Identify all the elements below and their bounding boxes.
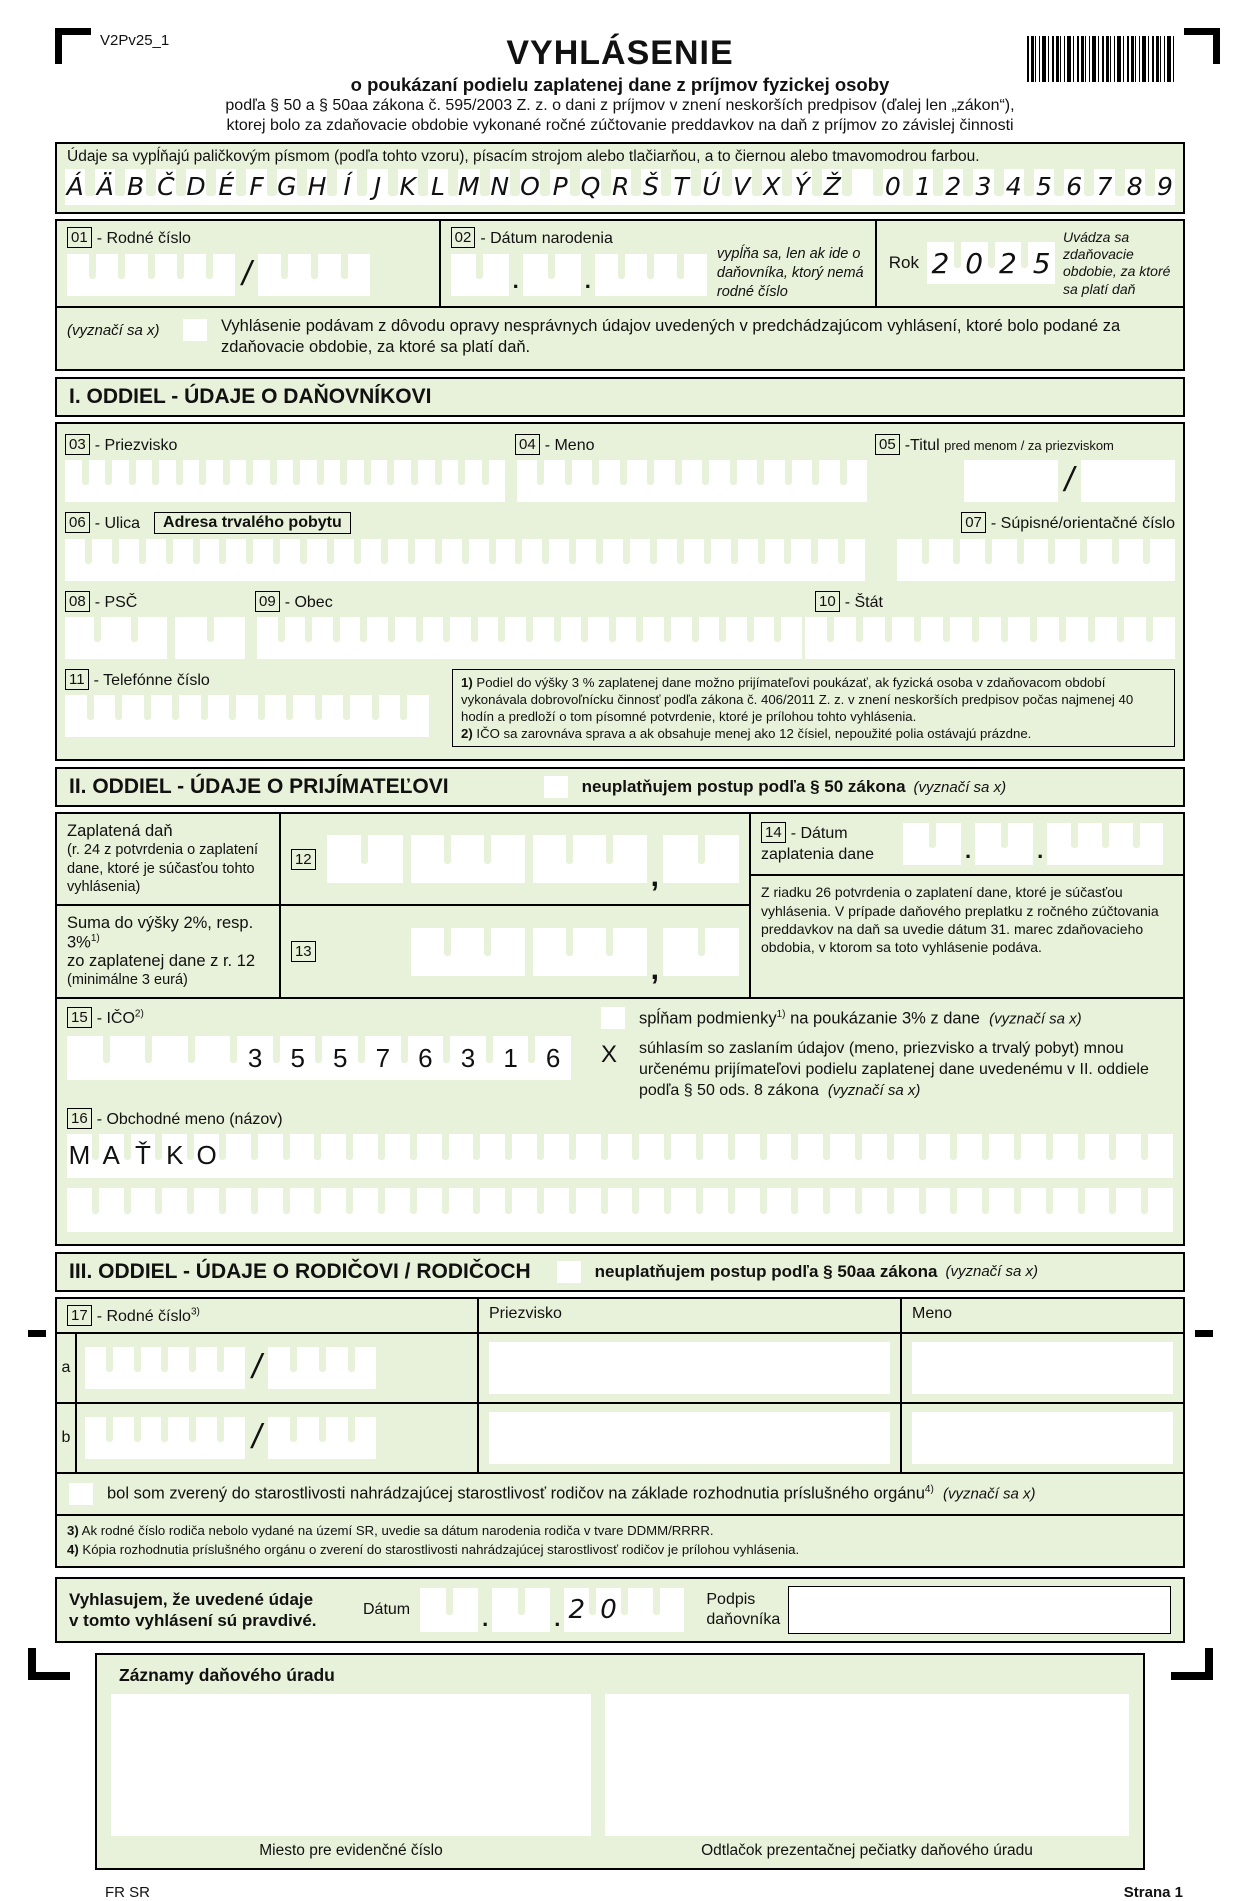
form-title: VYHLÁSENIE (506, 34, 734, 72)
evidence-number-area (111, 1694, 591, 1836)
consent-text: súhlasím so zaslaním údajov (meno, priezvisko a trvalý pobyt) mnou určenému prijímateľovi podielu zaplatenej dane uvedenému v II. oddiele podľa § 50 ods. 8 zákona (639, 1040, 1149, 1100)
field-17-footnote-ref: 3) (190, 1306, 200, 1318)
form-header (55, 28, 1185, 137)
field-11-label: - Telefónne číslo (93, 671, 210, 689)
declaration-line-2: v tomto vyhlásení sú pravdivé. (69, 1611, 317, 1631)
section1-title: I. ODDIEL - ÚDAJE O DAŇOVNÍKOVI (69, 384, 432, 408)
field-05-sublabel: pred menom / za priezviskom (944, 437, 1114, 453)
custody-footnote-ref: 4) (924, 1484, 934, 1496)
field-number: 11 (65, 669, 89, 690)
correction-checkbox[interactable] (183, 319, 207, 341)
titul-pred-input[interactable] (964, 460, 1058, 502)
stamp-caption: Odtlačok prezentačnej pečiatky daňového úradu (701, 1842, 1033, 1860)
parent-a-priezvisko-input[interactable] (489, 1342, 890, 1394)
field-02-datum-narodenia (441, 221, 717, 306)
ico-input[interactable]: 3 5 5 7 6 3 1 6 (67, 1036, 571, 1080)
footnote-number: 3) (67, 1522, 79, 1538)
paid-tax-label: Zaplatená daň (67, 822, 173, 841)
sum-footnote-ref: 1) (90, 932, 100, 944)
declaration-month-input[interactable] (492, 1588, 550, 1632)
field-14-label-1: - Dátum (790, 825, 848, 843)
rok-label: Rok (888, 253, 919, 273)
slash-separator: / (242, 255, 252, 294)
dot-separator: . (1037, 838, 1044, 864)
section2-title: II. ODDIEL - ÚDAJE O PRIJÍMATEĽOVI (69, 775, 449, 799)
field-number: 04 (515, 434, 540, 455)
stamp-area (605, 1694, 1129, 1836)
sum-label-1: Suma do výšky 2%, resp. 3% (67, 913, 254, 952)
form-subtitle: o poukázaní podielu zaplatenej dane z príjmov fyzickej osoby (350, 74, 890, 95)
field-02-note: vypĺňa sa, len ak ide o daňovníka, ktorý nemá rodné číslo (716, 245, 864, 300)
custody-text: bol som zverený do starostlivosti nahrádzajúcej starostlivosť rodičov na základe rozhodnutia príslušného orgánu (107, 1484, 925, 1503)
correction-text: Vyhlásenie podávam z dôvodu opravy nesprávnych údajov uvedených v predchádzajúcom vyhlásení, ktoré bolo podané za zdaňovacie obdobie, za ktoré sa platí daň. (221, 316, 1121, 357)
row-b-label: b (57, 1404, 77, 1472)
birth-month-input[interactable] (523, 254, 581, 296)
field-03-label: - Priezvisko (94, 436, 178, 454)
address-badge: Adresa trvalého pobytu (154, 512, 351, 534)
declaration-year-input[interactable]: 2 0 (564, 1588, 684, 1632)
field-02-label: - Dátum narodenia (480, 229, 613, 247)
stat-input[interactable] (805, 617, 1175, 659)
section2-optout-checkbox[interactable] (544, 776, 568, 798)
fulfill-text-1: spĺňam podmienky (639, 1009, 777, 1028)
signature-label-1: Podpis (706, 1591, 756, 1609)
consent-mark-note: (vyznačí sa x) (827, 1082, 921, 1100)
column-meno-label: Meno (912, 1304, 953, 1322)
dot-separator: . (584, 267, 591, 293)
footnote-3-text: Ak rodné číslo rodiča nebolo vydané na území SR, uvedie sa dátum narodenia rodiča v tvare DDMM/RRRR. (81, 1522, 714, 1538)
parent-b-rodne-cislo-part1-input[interactable] (85, 1417, 245, 1459)
custody-mark-note: (vyznačí sa x) (942, 1485, 1036, 1503)
field-16-label: - Obchodné meno (názov) (96, 1110, 283, 1128)
section1-box (55, 422, 1185, 762)
field-08-label: - PSČ (94, 593, 138, 611)
form-code: V2Pv25_1 (100, 32, 170, 49)
tax-year-input[interactable]: 2 0 2 5 (927, 242, 1055, 284)
field-number: 16 (67, 1108, 92, 1129)
date-label: Dátum (363, 1601, 411, 1619)
field-14-label-2: zaplatenia dane (761, 846, 874, 864)
field-number: 05 (875, 434, 900, 455)
field-number: 15 (67, 1007, 92, 1028)
parent-b-rodne-cislo-part2-input[interactable] (268, 1417, 376, 1459)
field-09-label: - Obec (284, 593, 333, 611)
field-05-label: -Titul (904, 436, 940, 454)
sample-characters-row: Á Ä B Č D É F G H Í J K L M N O P Q R Š T Ú V X Ý Ž 0 1 2 3 4 5 6 7 8 9 (65, 169, 1175, 205)
section3-title: III. ODDIEL - ÚDAJE O RODIČOVI / RODIČOCH (69, 1259, 531, 1283)
custody-checkbox[interactable] (69, 1483, 93, 1505)
rodne-cislo-part2-input[interactable] (258, 254, 370, 296)
fulfill-footnote-ref: 1) (776, 1008, 786, 1020)
crop-mark-top-right (1184, 28, 1220, 64)
field-01-rodne-cislo (57, 221, 441, 306)
priezvisko-input[interactable] (65, 460, 505, 502)
field-12-group2-input[interactable] (411, 835, 525, 883)
field-10-label: - Štát (844, 593, 883, 611)
section3-optout-note: (vyznačí sa x) (945, 1263, 1039, 1281)
payment-month-input[interactable] (975, 823, 1033, 865)
rodne-cislo-part1-input[interactable] (67, 254, 235, 296)
declaration-line-1: Vyhlasujem, že uvedené údaje (69, 1589, 314, 1609)
parent-a-rodne-cislo-part2-input[interactable] (268, 1347, 376, 1389)
field-number: 14 (761, 822, 786, 843)
psc-part1-input[interactable] (65, 617, 167, 659)
meno-input[interactable] (517, 460, 867, 502)
fill-instructions-box (55, 142, 1185, 214)
section2-box (55, 812, 1185, 1245)
section2-optout-text: neuplatňujem postup podľa § 50 zákona (581, 777, 906, 797)
psc-part2-input[interactable] (175, 617, 245, 659)
footnote-4-text: Kópia rozhodnutia príslušného orgánu o zverení do starostlivosti nahrádzajúcej starostlivosť rodičov je prílohou vyhlásenia. (82, 1541, 800, 1557)
footnote-1-text: Podiel do výšky 3 % zaplatenej dane možno prijímateľovi poukázať, ak fyzická osoba v zdaňovacom období vykonávala dobrovoľnícku činnosť podľa zákona č. 406/2011 Z. z. v znení neskorších predpisov počas najmenej 40 hodín a predloží o tom písomné potvrdenie, ktoré je prílohou tohto vyhlásenia. (461, 674, 1134, 725)
tax-office-records-box (95, 1653, 1145, 1870)
tax-year-note: Uvádza sa zdaňovacie obdobie, za ktoré sa platí daň (1063, 229, 1171, 297)
section3-box (55, 1297, 1185, 1568)
slash-separator: / (252, 1348, 262, 1387)
business-name-input-row2[interactable] (67, 1188, 1173, 1232)
sum-label-2: zo zaplatenej dane z r. 12 (67, 952, 256, 971)
comma-separator: , (650, 953, 659, 987)
field-04-label: - Meno (544, 436, 595, 454)
records-title: Záznamy daňového úradu (119, 1665, 335, 1686)
footnotes-1-2-box (452, 669, 1175, 748)
identification-block (55, 219, 1185, 371)
field-06-label: - Ulica (94, 515, 141, 533)
supisne-cislo-input[interactable] (897, 539, 1175, 581)
field-14-note: Z riadku 26 potvrdenia o zaplatení dane, ktoré je súčasťou vyhlásenia. V prípade daňového preplatku z ročného zúčtovania preddavkov na daň sa uvedie dátum 31. marec zdaňovacieho obdobia, v ktorom sa toto vyhlásenie podáva. (761, 884, 1159, 956)
dot-separator: . (512, 267, 519, 293)
field-13-decimals-input[interactable] (663, 928, 739, 976)
parent-a-meno-input[interactable] (912, 1342, 1173, 1394)
tax-year-area (875, 221, 1183, 306)
titul-za-input[interactable] (1081, 460, 1175, 502)
barcode (1027, 36, 1177, 82)
dot-separator: . (482, 1606, 489, 1632)
field-number: 01 (67, 227, 92, 248)
fulfill-mark-note: (vyznačí sa x) (989, 1010, 1082, 1028)
slash-separator: / (1064, 461, 1074, 500)
parent-b-meno-input[interactable] (912, 1412, 1173, 1464)
footnotes-3-4 (57, 1514, 1183, 1566)
fulfill-3pct-checkbox[interactable] (601, 1007, 625, 1029)
row-a-label: a (57, 1334, 77, 1402)
footnote-2-text: IČO sa zarovnáva sprava a ak obsahuje menej ako 12 čísiel, nepoužité polia ostávajú prázdne. (476, 726, 1032, 742)
field-number: 03 (65, 434, 90, 455)
registration-mark-left (28, 1330, 46, 1337)
field-number: 10 (815, 591, 840, 612)
field-number: 09 (255, 591, 280, 612)
field-07-label: - Súpisné/orientačné číslo (990, 515, 1175, 533)
field-01-label: - Rodné číslo (96, 229, 191, 247)
page-number: Strana 1 (1123, 1884, 1183, 1901)
parent-a-rodne-cislo-part1-input[interactable] (85, 1347, 245, 1389)
section3-optout-checkbox[interactable] (557, 1261, 581, 1283)
section3-header (55, 1252, 1185, 1292)
footnote-number: 1) (461, 674, 473, 690)
birth-day-input[interactable] (451, 254, 509, 296)
field-number: 06 (65, 512, 90, 533)
section1-header (55, 377, 1185, 417)
legal-line-2: ktorej bolo za zdaňovacie obdobie vykonané ročné zúčtovanie preddavkov na daň z príjmov zo závislej činnosti (226, 117, 1014, 135)
registration-mark-right (1195, 1330, 1213, 1337)
paid-tax-sublabel: (r. 24 z potvrdenia o zaplatení dane, ktoré je súčasťou tohto vyhlásenia) (67, 842, 259, 895)
dot-separator: . (554, 1606, 561, 1632)
footer-left: FR SR (105, 1884, 150, 1901)
page-footer (55, 1884, 1185, 1901)
field-number: 07 (961, 512, 986, 533)
section2-optout-note: (vyznačí sa x) (913, 778, 1007, 796)
footnote-number: 4) (67, 1541, 79, 1557)
fulfill-text-2: na poukázanie 3% z dane (785, 1009, 980, 1028)
field-number: 12 (291, 849, 316, 870)
slash-separator: / (252, 1418, 262, 1457)
field-number: 13 (291, 941, 316, 962)
business-name-input-row1[interactable]: M A Ť K O (67, 1134, 1173, 1178)
section2-header (55, 767, 1185, 807)
field-15-footnote-ref: 2) (134, 1009, 144, 1021)
dot-separator: . (965, 838, 972, 864)
payment-year-input[interactable] (1047, 823, 1163, 865)
evidence-number-caption: Miesto pre evidenčné číslo (259, 1842, 443, 1860)
obec-input[interactable] (257, 617, 802, 659)
signature-field[interactable] (788, 1586, 1171, 1634)
consent-x-mark[interactable]: X (601, 1041, 618, 1069)
legal-line-1: podľa § 50 a § 50aa zákona č. 595/2003 Z. z. o dani z príjmov v znení neskorších predpisov (ďalej len „zákon“), (225, 97, 1015, 114)
birth-year-input[interactable] (595, 254, 707, 296)
field-12-group1-input[interactable] (327, 835, 403, 883)
declaration-day-input[interactable] (420, 1588, 478, 1632)
column-priezvisko-label: Priezvisko (477, 1299, 902, 1332)
mark-x-note: (vyznačí sa x) (67, 321, 160, 339)
field-13-group1-input[interactable] (411, 928, 525, 976)
section3-optout-text: neuplatňujem postup podľa § 50aa zákona (594, 1261, 938, 1281)
fill-instructions-text: Údaje sa vypĺňajú paličkovým písmom (podľa tohto vzoru), písacím strojom alebo tlačiarňou, a to čiernou alebo tmavomodrou farbou. (67, 147, 980, 165)
parent-b-priezvisko-input[interactable] (489, 1412, 890, 1464)
field-15-label: - IČO (96, 1010, 135, 1028)
field-number: 17 (67, 1305, 92, 1326)
ulica-input[interactable] (65, 539, 865, 581)
field-13-group2-input[interactable] (533, 928, 647, 976)
telefon-input[interactable] (65, 695, 429, 737)
footnote-number: 2) (461, 726, 473, 742)
sum-label-3: (minimálne 3 eurá) (67, 972, 188, 989)
field-number: 02 (451, 227, 476, 248)
comma-separator: , (650, 859, 659, 893)
field-number: 08 (65, 591, 90, 612)
field-12-group3-input[interactable] (533, 835, 647, 883)
declaration-box (55, 1577, 1185, 1643)
field-12-decimals-input[interactable] (663, 835, 739, 883)
payment-day-input[interactable] (903, 823, 961, 865)
field-17-label: - Rodné číslo (96, 1307, 191, 1325)
signature-label-2: daňovníka (706, 1611, 781, 1629)
